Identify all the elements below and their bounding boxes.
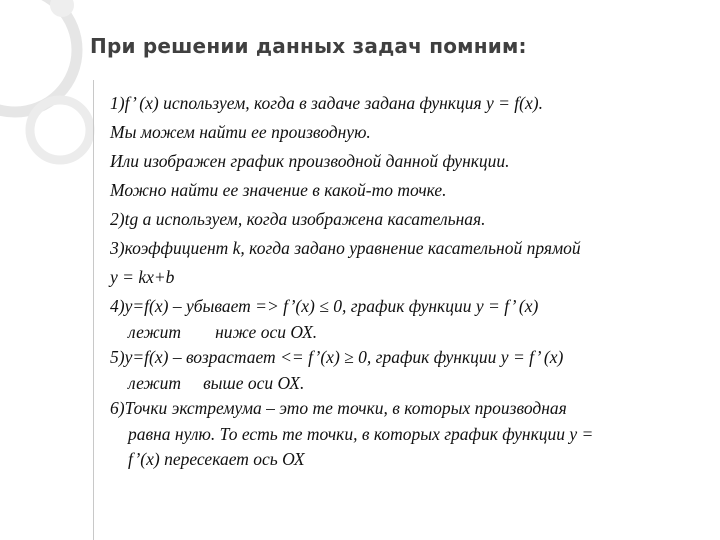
item-4-lies: лежит xyxy=(128,322,182,342)
deco-ring-small xyxy=(30,100,90,160)
item-4-position: ниже оси ОХ. xyxy=(215,322,318,342)
text-line-7: у = kx+b xyxy=(110,267,175,287)
item-5-position: выше оси ОХ. xyxy=(203,373,305,393)
deco-ring-large xyxy=(0,0,77,112)
item-5-lies: лежит xyxy=(128,373,182,393)
text-line-6: 3)коэффициент k, когда задано уравнение касательной прямой xyxy=(110,238,581,258)
text-line-2: Мы можем найти ее производную. xyxy=(110,122,371,142)
slide-body xyxy=(110,89,690,474)
text-line-4: Можно найти ее значение в какой-то точке. xyxy=(110,180,447,200)
item-5-line-2 xyxy=(110,372,690,394)
item-6-line-2: равна нулю. То есть те точки, в которых график функции у = xyxy=(128,424,594,444)
vertical-divider xyxy=(93,80,94,540)
item-4-line-1: 4)y=f(x) – убывает => f’(x) ≤ 0, график функции у = f’ (x) xyxy=(110,296,539,316)
item-5-line-1: 5)y=f(x) – возрастает <= f’(x) ≥ 0, график функции у = f’ (x) xyxy=(110,347,564,367)
text-line-3: Или изображен график производной данной функции. xyxy=(110,151,510,171)
slide-title: При решении данных задач помним: xyxy=(90,34,527,58)
item-6-line-1: 6)Точки экстремума – это те точки, в которых производная xyxy=(110,398,567,418)
item-6-line-3: f’(x) пересекает ось ОХ xyxy=(128,449,305,469)
item-4-line-2 xyxy=(110,321,690,343)
text-line-1: 1)f’ (x) используем, когда в задаче задана функция у = f(x). xyxy=(110,93,543,113)
text-line-5: 2)tg a используем, когда изображена касательная. xyxy=(110,209,486,229)
